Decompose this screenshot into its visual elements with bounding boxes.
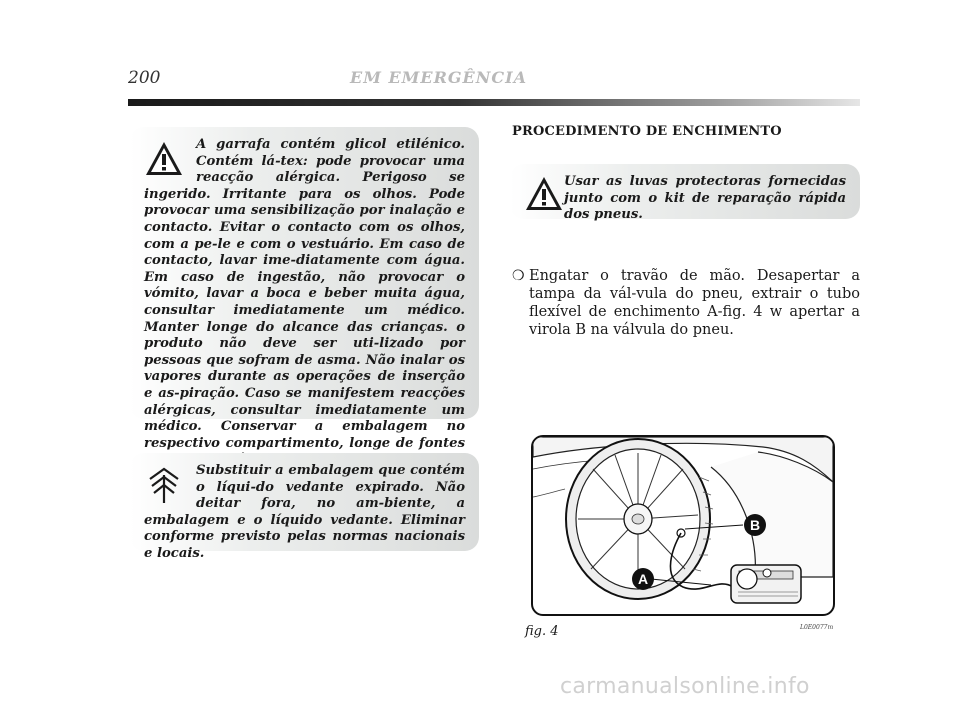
label-b: B [749,517,761,533]
tire-inflation-illustration [533,437,833,614]
section-title: EM EMERGÊNCIA [350,68,527,87]
figure-code: L0E0077m [800,624,834,631]
chemical-warning-text: A garrafa contém glicol etilénico. Contém lá-tex: pode provocar uma reacção alérgica. Perigoso se ingerido. Irritante para os olhos. Pode provocar uma sensibilização por inalação e contacto. Evitar o contacto com os olhos, com a pe-le e com o vestuário. Em caso de contacto, lavar ime-diatamente com água. Em caso de ingestão, não provocar o vómito, lavar a boca e beber muita água, consultar imediatamente um médico. Manter longe do alcance das crianças. o produto não deve ser uti-lizado por pessoas que sofram de asma. Não inalar os vapores durante as operações de inserção e as-piração. Caso se manifestem reacções alérgicas, consultar imediatamente um médico. Conservar a embalagem no respectivo compartimento, longe de fontes [144,137,465,451]
header-rule [128,99,860,106]
figure-frame [531,435,835,616]
step-item [512,267,860,339]
warning-triangle-icon [524,174,564,214]
gloves-warning-box [510,164,860,223]
step-text: Engatar o travão de mão. Desapertar a tampa da vál-vula do pneu, extrair o tubo flexível de enchimento A-fig. 4 w apertar a virola B na válvula do pneu. [529,268,860,338]
procedure-title: PROCEDIMENTO DE ENCHIMENTO [512,124,782,139]
chemical-warning-box [130,127,479,451]
warning-triangle-icon [144,139,184,179]
label-a: A [637,571,649,587]
environment-tree-icon [144,465,184,505]
figure-caption: fig. 4 [525,624,559,639]
bullet-marker: ❍ [512,268,525,284]
watermark: carmanualsonline.info [560,674,810,699]
environment-box [130,453,479,561]
gloves-warning-text: Usar as luvas protectoras fornecidas junto com o kit de reparação rápida dos pneus. [564,174,846,223]
page-number: 200 [128,68,161,88]
environment-text: Substituir a embalagem que contém o líqui-do vedante expirado. Não deitar fora, no am-biente, a embalagem e o líquido vedante. Eliminar conforme previsto pelas normas nacionais e locais. [144,463,465,561]
